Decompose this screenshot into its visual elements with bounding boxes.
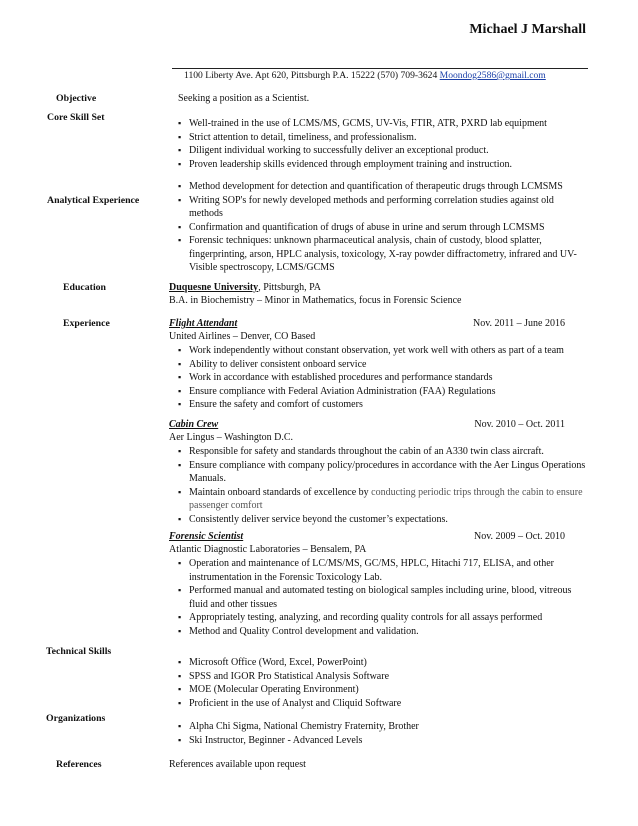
job-dates: Nov. 2010 – Oct. 2011	[474, 419, 565, 430]
contact-line	[184, 70, 546, 81]
job-dates: Nov. 2011 – June 2016	[472, 318, 565, 329]
job-dates: Nov. 2009 – Oct. 2010	[473, 531, 565, 542]
list-item: ▪ Ensure compliance with Federal Aviation Administration (FAA) Regulations	[178, 385, 588, 399]
technical-skills-list	[178, 656, 588, 710]
school-location: , Pittsburgh, PA	[258, 282, 321, 293]
list-item: ▪ Responsible for safety and standards throughout the cabin of an A330 twin class aircraft.	[178, 445, 588, 459]
technical-skills-label: Technical Skills	[46, 646, 112, 657]
list-item: ▪ MOE (Molecular Operating Environment)	[178, 683, 588, 697]
list-item: ▪ Consistently deliver service beyond the customer’s expectations.	[178, 513, 588, 527]
resume-name: Michael J Marshall	[469, 22, 586, 37]
objective-label: Objective	[56, 93, 97, 104]
contact-address-phone: 1100 Liberty Ave. Apt 620, Pittsburgh P.A. 15222 (570) 709-3624	[184, 70, 438, 81]
job-employer: Aer Lingus – Washington D.C.	[169, 432, 294, 443]
list-item: ▪ Proven leadership skills evidenced through employment training and instruction.	[178, 158, 588, 172]
list-item: ▪ Proficient in the use of Analyst and Cliquid Software	[178, 697, 588, 711]
list-item: ▪ Operation and maintenance of LC/MS/MS, GC/MS, HPLC, Hitachi 717, ELISA, and other instrumentation in the Forensic Toxicology Lab.	[178, 557, 588, 584]
list-item: ▪ Work in accordance with established procedures and performance standards	[178, 371, 588, 385]
job-title: Flight Attendant	[169, 318, 238, 329]
job-title: Forensic Scientist	[169, 531, 244, 542]
list-item: ▪ Diligent individual working to successfully deliver an exceptional product.	[178, 144, 588, 158]
analytical-label: Analytical Experience	[47, 195, 140, 206]
list-item: ▪ Forensic techniques: unknown pharmaceutical analysis, chain of custody, blood splatter, fingerprinting, arson, HPLC analysis, toxicology, X-ray powder diffractometry, infrared and UV-Visible spectroscopy, LCMS/GCMS	[178, 234, 588, 275]
job-duties-list	[178, 344, 588, 412]
organizations-label: Organizations	[46, 713, 106, 724]
list-item-text: Maintain onboard standards of excellence by	[189, 486, 369, 498]
list-item: ▪ SPSS and IGOR Pro Statistical Analysis Software	[178, 670, 588, 684]
header-rule	[172, 68, 588, 69]
education-label: Education	[63, 282, 107, 293]
list-item: ▪ Microsoft Office (Word, Excel, PowerPoint)	[178, 656, 588, 670]
school-name: Duquesne University	[169, 282, 259, 293]
list-item: ▪ Ensure compliance with company policy/procedures in accordance with the Aer Lingus Operations Manuals.	[178, 459, 588, 486]
references-text: References available upon request	[169, 759, 306, 770]
list-item: ▪ Strict attention to detail, timeliness, and professionalism.	[178, 131, 588, 145]
core-skills-list	[178, 117, 588, 171]
experience-label: Experience	[63, 318, 110, 329]
list-item: ▪ Confirmation and quantification of drugs of abuse in urine and serum through LCMSMS	[178, 221, 588, 235]
job-employer: United Airlines – Denver, CO Based	[169, 331, 316, 342]
list-item: ▪ Ability to deliver consistent onboard service	[178, 358, 588, 372]
list-item: ▪ Ensure the safety and comfort of customers	[178, 398, 588, 412]
job-duties-list	[178, 445, 588, 526]
core-skills-label: Core Skill Set	[47, 112, 105, 123]
organizations-list	[178, 720, 588, 747]
education-school-line	[169, 281, 321, 295]
list-item: ▪ Appropriately testing, analyzing, and recording quality controls for all assays performed	[178, 611, 588, 625]
list-item: ▪ Well-trained in the use of LCMS/MS, GCMS, UV-Vis, FTIR, ATR, PXRD lab equipment	[178, 117, 588, 131]
list-item: ▪ Performed manual and automated testing on biological samples including urine, blood, vitreous fluid and other tissues	[178, 584, 588, 611]
job-duties-list	[178, 557, 588, 638]
list-item: ▪ Method development for detection and quantification of therapeutic drugs through LCMSMS	[178, 180, 588, 194]
list-item: ▪ Method and Quality Control development and validation.	[178, 625, 588, 639]
list-item: ▪ Writing SOP's for newly developed methods and performing correlation studies against old methods	[178, 194, 588, 221]
education-degree: B.A. in Biochemistry – Minor in Mathematics, focus in Forensic Science	[169, 295, 462, 306]
email-link[interactable]: Moondog2586@gmail.com	[439, 70, 546, 81]
objective-text: Seeking a position as a Scientist.	[178, 93, 310, 104]
list-item-gray-text: conducting periodic trips through the cabin to ensure passenger comfort	[189, 486, 583, 511]
list-item: ▪ Work independently without constant observation, yet work well with others as part of a team	[178, 344, 588, 358]
list-item: ▪ Alpha Chi Sigma, National Chemistry Fraternity, Brother	[178, 720, 588, 734]
job-title: Cabin Crew	[169, 419, 219, 430]
analytical-list	[178, 180, 588, 275]
job-employer: Atlantic Diagnostic Laboratories – Bensalem, PA	[169, 544, 367, 555]
list-item	[178, 486, 588, 513]
list-item: ▪ Ski Instructor, Beginner - Advanced Levels	[178, 734, 588, 748]
references-label: References	[56, 759, 102, 770]
